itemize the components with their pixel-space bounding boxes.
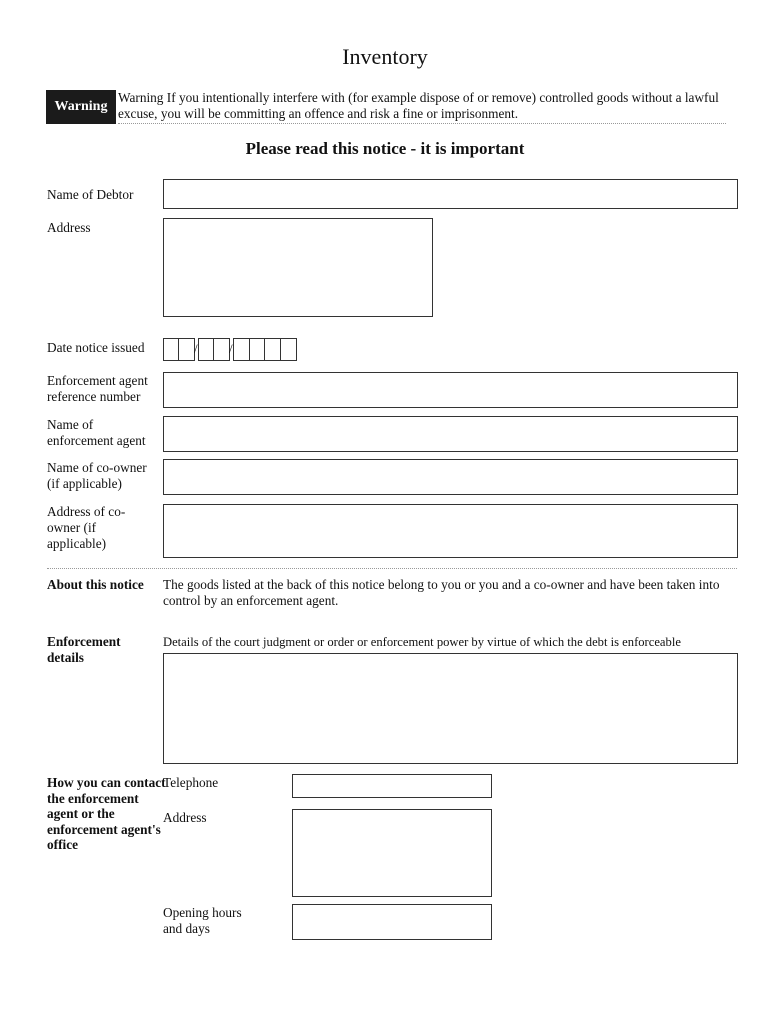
date-day-field[interactable] [163,338,195,361]
date-separator: / [194,341,198,356]
warning-text: Warning If you intentionally interfere with (for example dispose of or remove) controlled goods without a lawful excuse, you will be committing an offence and risk a fine or imprisonment. [118,90,719,121]
debtor-name-label: Name of Debtor [47,187,134,202]
date-digit-cell[interactable] [234,339,250,360]
coowner-address-label: Address of co-owner (if applicable) [47,504,126,551]
contact-address-label: Address [163,810,207,825]
opening-hours-field[interactable] [292,904,492,940]
date-year-field[interactable] [233,338,297,361]
section-divider [47,568,737,569]
contact-address-field[interactable] [292,809,492,897]
warning-divider [118,123,726,124]
enforcement-description: Details of the court judgment or order or enforcement power by virtue of which the debt is enforceable [163,635,681,649]
address-field[interactable] [163,218,433,317]
warning-badge: Warning [46,90,116,124]
agent-name-label: Name of enforcement agent [47,417,146,448]
date-digit-cell[interactable] [265,339,281,360]
date-digit-cell[interactable] [164,339,179,360]
date-digit-cell[interactable] [179,339,194,360]
date-separator: / [229,341,233,356]
coowner-name-field[interactable] [163,459,738,495]
date-month-field[interactable] [198,338,230,361]
notice-subtitle: Please read this notice - it is important [245,139,525,158]
telephone-field[interactable] [292,774,492,798]
opening-hours-label: Opening hours and days [163,905,242,936]
date-digit-cell[interactable] [250,339,266,360]
address-label: Address [47,220,91,235]
about-heading: About this notice [47,577,144,592]
agent-reference-label: Enforcement agent reference number [47,373,148,404]
contact-heading: How you can contact the enforcement agent or the enforcement agent's office [47,775,166,852]
enforcement-heading: Enforcement details [47,634,121,665]
about-text: The goods listed at the back of this notice belong to you or you and a co-owner and have been taken into control by an enforcement agent. [163,577,720,608]
date-digit-cell[interactable] [281,339,296,360]
date-digit-cell[interactable] [199,339,214,360]
coowner-address-field[interactable] [163,504,738,558]
debtor-name-field[interactable] [163,179,738,209]
enforcement-details-field[interactable] [163,653,738,764]
date-digit-cell[interactable] [214,339,229,360]
agent-reference-field[interactable] [163,372,738,408]
date-notice-label: Date notice issued [47,340,145,355]
agent-name-field[interactable] [163,416,738,452]
telephone-label: Telephone [163,775,219,790]
coowner-name-label: Name of co-owner (if applicable) [47,460,147,491]
page-title: Inventory [342,44,428,69]
